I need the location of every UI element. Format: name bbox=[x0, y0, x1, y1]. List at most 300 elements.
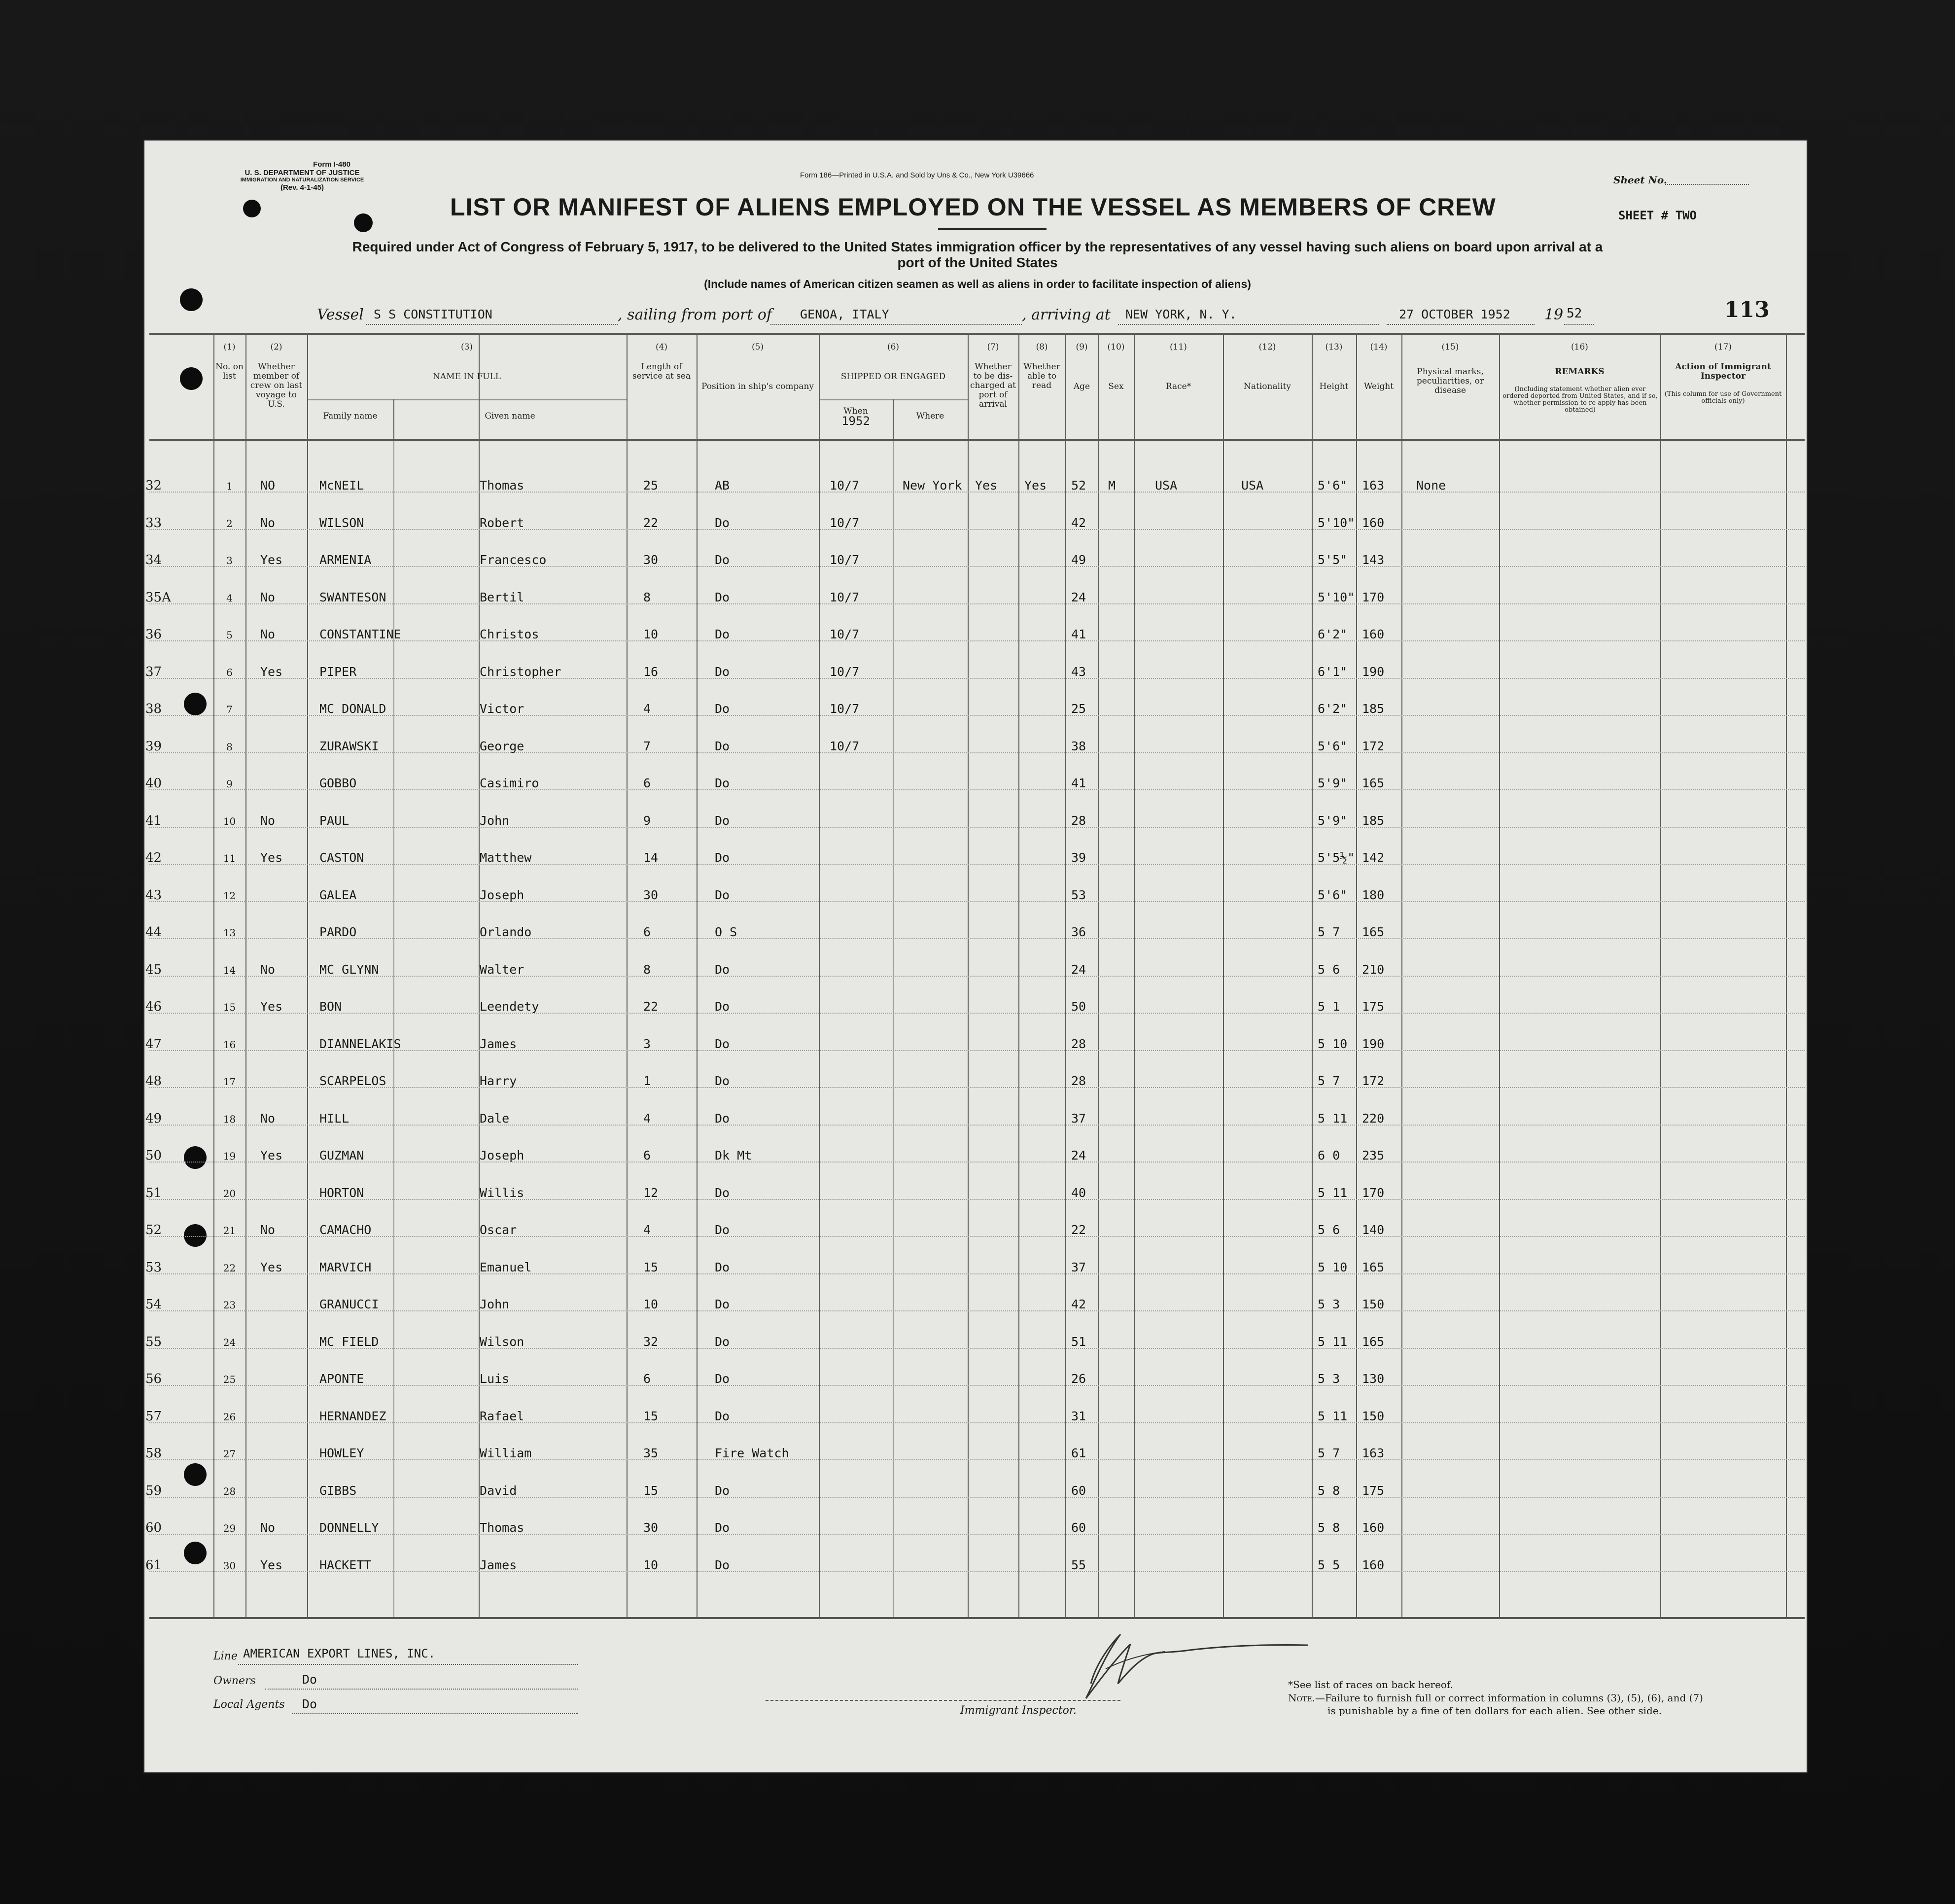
table-row bbox=[145, 739, 1805, 776]
manifest-line-number: 35A bbox=[145, 590, 171, 605]
age: 60 bbox=[1071, 1483, 1086, 1498]
height: 5'6" bbox=[1318, 478, 1348, 493]
service-length: 14 bbox=[643, 850, 659, 865]
family-name: HORTON bbox=[319, 1185, 364, 1200]
given-name: Casimiro bbox=[480, 776, 539, 790]
previous-voyage: No bbox=[260, 1520, 276, 1535]
previous-voyage: Yes bbox=[260, 1148, 283, 1163]
row-rule bbox=[149, 1012, 1805, 1014]
weight: 172 bbox=[1362, 1074, 1385, 1088]
shipped-when: 10/7 bbox=[830, 702, 860, 716]
height: 5 5 bbox=[1318, 1557, 1340, 1572]
given-name: Christos bbox=[480, 627, 539, 641]
service-length: 10 bbox=[643, 627, 659, 641]
family-name: MC FIELD bbox=[319, 1334, 379, 1349]
height: 5 8 bbox=[1318, 1483, 1340, 1498]
row-rule bbox=[149, 863, 1805, 865]
family-name: GIBBS bbox=[319, 1483, 357, 1498]
list-number: 27 bbox=[223, 1448, 236, 1460]
given-name: David bbox=[480, 1483, 517, 1498]
shipped-when: 10/7 bbox=[830, 478, 860, 493]
previous-voyage: No bbox=[260, 1111, 276, 1126]
list-number: 30 bbox=[223, 1559, 236, 1572]
shipped-when: 10/7 bbox=[830, 739, 860, 753]
age: 60 bbox=[1071, 1520, 1086, 1535]
service-length: 15 bbox=[643, 1483, 659, 1498]
height: 5 11 bbox=[1318, 1409, 1348, 1423]
sailing-label: , sailing from port of bbox=[618, 306, 772, 323]
weight: 175 bbox=[1362, 1483, 1385, 1498]
family-name: MC DONALD bbox=[319, 702, 386, 716]
weight: 190 bbox=[1362, 664, 1385, 679]
position: Do bbox=[715, 1111, 730, 1126]
age: 50 bbox=[1071, 999, 1086, 1014]
age: 61 bbox=[1071, 1446, 1086, 1460]
given-name: James bbox=[480, 1557, 517, 1572]
family-name: HILL bbox=[319, 1111, 349, 1126]
table-row bbox=[145, 702, 1805, 739]
previous-voyage: Yes bbox=[260, 1260, 283, 1274]
vessel-underline bbox=[366, 324, 618, 325]
weight: 165 bbox=[1362, 776, 1385, 790]
weight: 165 bbox=[1362, 925, 1385, 939]
weight: 180 bbox=[1362, 887, 1385, 902]
column-header: Sex bbox=[1108, 382, 1124, 391]
family-name: DONNELLY bbox=[319, 1520, 379, 1535]
form-number: Form I-480 bbox=[313, 160, 350, 169]
age: 42 bbox=[1071, 515, 1086, 530]
given-name: Bertil bbox=[480, 590, 524, 604]
height: 5 7 bbox=[1318, 1446, 1340, 1460]
list-number: 3 bbox=[226, 555, 233, 566]
row-rule bbox=[149, 901, 1805, 902]
service-length: 1 bbox=[643, 1074, 651, 1088]
position: Do bbox=[715, 553, 730, 567]
weight: 170 bbox=[1362, 1185, 1385, 1200]
page-title: LIST OR MANIFEST OF ALIENS EMPLOYED ON THE VESSEL AS MEMBERS OF CREW bbox=[450, 193, 1496, 221]
line-label: Line bbox=[213, 1650, 238, 1662]
row-rule bbox=[149, 1571, 1805, 1572]
given-name: Emanuel bbox=[480, 1260, 532, 1274]
manifest-line-number: 36 bbox=[145, 627, 162, 642]
position: Do bbox=[715, 1036, 730, 1051]
service-length: 8 bbox=[643, 962, 651, 977]
column-header: Whether to be dis-charged at port of arrival bbox=[970, 362, 1016, 409]
height: 5'6" bbox=[1318, 887, 1348, 902]
table-row bbox=[145, 1557, 1805, 1595]
sailing-port: GENOA, ITALY bbox=[800, 307, 889, 321]
weight: 190 bbox=[1362, 1036, 1385, 1051]
age: 36 bbox=[1071, 925, 1086, 939]
service-length: 30 bbox=[643, 553, 659, 567]
given-name-header: Given name bbox=[485, 411, 535, 421]
family-name: PAUL bbox=[319, 813, 349, 828]
table-row bbox=[145, 1036, 1805, 1074]
family-name-header: Family name bbox=[323, 411, 378, 421]
inspector-line bbox=[766, 1700, 1120, 1701]
table-row bbox=[145, 1409, 1805, 1446]
column-number: (13) bbox=[1325, 342, 1343, 352]
shipped-when: 10/7 bbox=[830, 664, 860, 679]
row-rule bbox=[149, 1161, 1805, 1163]
service-length: 10 bbox=[643, 1297, 659, 1311]
family-name: HOWLEY bbox=[319, 1446, 364, 1460]
service-length: 15 bbox=[643, 1260, 659, 1274]
weight: 170 bbox=[1362, 590, 1385, 604]
manifest-line-number: 41 bbox=[145, 813, 162, 828]
position: Fire Watch bbox=[715, 1446, 789, 1460]
family-name: ZURAWSKI bbox=[319, 739, 379, 753]
service-length: 9 bbox=[643, 813, 651, 828]
given-name: Thomas bbox=[480, 478, 524, 493]
position: Do bbox=[715, 702, 730, 716]
age: 51 bbox=[1071, 1334, 1086, 1349]
weight: 163 bbox=[1362, 478, 1385, 493]
previous-voyage: No bbox=[260, 627, 276, 641]
position: Do bbox=[715, 887, 730, 902]
family-name: PIPER bbox=[319, 664, 357, 679]
when-year: 1952 bbox=[841, 414, 870, 428]
column-number: (9) bbox=[1076, 342, 1088, 352]
service-length: 15 bbox=[643, 1409, 659, 1423]
position: Do bbox=[715, 1557, 730, 1572]
punch-hole bbox=[243, 200, 261, 217]
height: 5 10 bbox=[1318, 1036, 1348, 1051]
family-name: McNEIL bbox=[319, 478, 364, 493]
column-number: (10) bbox=[1107, 342, 1125, 352]
service-length: 4 bbox=[643, 1223, 651, 1237]
family-name: SWANTESON bbox=[319, 590, 386, 604]
weight: 220 bbox=[1362, 1111, 1385, 1126]
weight: 160 bbox=[1362, 515, 1385, 530]
position: Do bbox=[715, 1223, 730, 1237]
agents-underline bbox=[292, 1713, 578, 1714]
table-bottom-rule bbox=[149, 1617, 1805, 1619]
age: 49 bbox=[1071, 553, 1086, 567]
family-name: WILSON bbox=[319, 515, 364, 530]
column-header: Action of Immigrant Inspector bbox=[1675, 362, 1771, 381]
given-name: John bbox=[480, 1297, 510, 1311]
arriving-underline bbox=[1118, 324, 1379, 325]
shipped-when: 10/7 bbox=[830, 515, 860, 530]
arriving-port: NEW YORK, N. Y. bbox=[1125, 307, 1237, 321]
service-length: 6 bbox=[643, 925, 651, 939]
position: O S bbox=[715, 925, 737, 939]
family-name: APONTE bbox=[319, 1372, 364, 1386]
column-number: (8) bbox=[1036, 342, 1048, 352]
punch-hole bbox=[354, 213, 373, 232]
height: 5 11 bbox=[1318, 1185, 1348, 1200]
height: 5 6 bbox=[1318, 962, 1340, 977]
position: Do bbox=[715, 1334, 730, 1349]
height: 5 3 bbox=[1318, 1372, 1340, 1386]
position: Do bbox=[715, 999, 730, 1014]
owners-label: Owners bbox=[213, 1675, 256, 1687]
service-length: 22 bbox=[643, 515, 659, 530]
given-name: Joseph bbox=[480, 887, 524, 902]
header-bottom-rule bbox=[149, 439, 1805, 441]
manifest-line-number: 39 bbox=[145, 739, 162, 754]
column-header: Physical marks, peculiarities, or disease bbox=[1416, 367, 1484, 395]
family-name: MARVICH bbox=[319, 1260, 372, 1274]
column-number: (14) bbox=[1370, 342, 1388, 352]
position: Do bbox=[715, 1260, 730, 1274]
row-rule bbox=[149, 1199, 1805, 1200]
column-number: (6) bbox=[887, 342, 900, 352]
list-number: 17 bbox=[223, 1076, 236, 1088]
family-name: SCARPELOS bbox=[319, 1074, 386, 1088]
table-row bbox=[145, 1334, 1805, 1372]
list-number: 18 bbox=[223, 1113, 236, 1125]
column-number: (17) bbox=[1714, 342, 1732, 352]
service-length: 4 bbox=[643, 702, 651, 716]
weight: 165 bbox=[1362, 1260, 1385, 1274]
action-note: (This column for use of Government officials only) bbox=[1664, 390, 1782, 405]
position: Do bbox=[715, 515, 730, 530]
position: AB bbox=[715, 478, 730, 493]
weight: 150 bbox=[1362, 1297, 1385, 1311]
previous-voyage: NO bbox=[260, 478, 276, 493]
manifest-line-number: 52 bbox=[145, 1223, 162, 1237]
line-value: AMERICAN EXPORT LINES, INC. bbox=[243, 1647, 436, 1660]
form-id-block bbox=[213, 160, 391, 192]
name-subheader-rule bbox=[307, 399, 627, 400]
row-rule bbox=[149, 1087, 1805, 1088]
given-name: John bbox=[480, 813, 510, 828]
service-length: 8 bbox=[643, 590, 651, 604]
age: 24 bbox=[1071, 590, 1086, 604]
service-length: 4 bbox=[643, 1111, 651, 1126]
manifest-line-number: 56 bbox=[145, 1372, 162, 1386]
service-length: 3 bbox=[643, 1036, 651, 1051]
row-rule bbox=[149, 677, 1805, 679]
age: 37 bbox=[1071, 1260, 1086, 1274]
row-rule bbox=[149, 1310, 1805, 1311]
column-header: Position in ship's company bbox=[701, 382, 814, 391]
row-rule bbox=[149, 1422, 1805, 1423]
table-row bbox=[145, 590, 1805, 628]
row-rule bbox=[149, 975, 1805, 977]
table-row bbox=[145, 1446, 1805, 1483]
weight: 185 bbox=[1362, 813, 1385, 828]
weight: 185 bbox=[1362, 702, 1385, 716]
family-name: CASTON bbox=[319, 850, 364, 865]
list-number: 9 bbox=[226, 778, 233, 790]
table-row bbox=[145, 1520, 1805, 1558]
age: 40 bbox=[1071, 1185, 1086, 1200]
given-name: Orlando bbox=[480, 925, 532, 939]
manifest-line-number: 55 bbox=[145, 1334, 162, 1349]
previous-voyage: Yes bbox=[260, 850, 283, 865]
position: Do bbox=[715, 1372, 730, 1386]
service-length: 32 bbox=[643, 1334, 659, 1349]
row-rule bbox=[149, 1384, 1805, 1386]
previous-voyage: No bbox=[260, 515, 276, 530]
manifest-line-number: 61 bbox=[145, 1557, 162, 1573]
service-length: 12 bbox=[643, 1185, 659, 1200]
service-length: 22 bbox=[643, 999, 659, 1014]
position: Do bbox=[715, 962, 730, 977]
weight: 165 bbox=[1362, 1334, 1385, 1349]
age: 26 bbox=[1071, 1372, 1086, 1386]
manifest-line-number: 34 bbox=[145, 553, 162, 567]
weight: 140 bbox=[1362, 1223, 1385, 1237]
family-name: GOBBO bbox=[319, 776, 357, 790]
list-number: 13 bbox=[223, 927, 236, 939]
table-row bbox=[145, 664, 1805, 702]
table-row bbox=[145, 1260, 1805, 1298]
height: 6'2" bbox=[1318, 702, 1348, 716]
position: Do bbox=[715, 627, 730, 641]
can-read: Yes bbox=[1024, 478, 1047, 493]
manifest-line-number: 48 bbox=[145, 1074, 162, 1089]
column-number: (1) bbox=[223, 342, 236, 352]
family-name: HACKETT bbox=[319, 1557, 372, 1572]
previous-voyage: No bbox=[260, 813, 276, 828]
row-rule bbox=[149, 1533, 1805, 1535]
table-row bbox=[145, 1297, 1805, 1335]
weight: 163 bbox=[1362, 1446, 1385, 1460]
column-header: Age bbox=[1073, 382, 1090, 391]
given-name: Oscar bbox=[480, 1223, 517, 1237]
given-name: Willis bbox=[480, 1185, 524, 1200]
year-underline bbox=[1564, 324, 1594, 325]
weight: 160 bbox=[1362, 627, 1385, 641]
manifest-line-number: 47 bbox=[145, 1036, 162, 1052]
sheet-no-line bbox=[1665, 184, 1749, 185]
shipped-when: 10/7 bbox=[830, 590, 860, 604]
date-underline bbox=[1387, 324, 1535, 325]
manifest-line-number: 32 bbox=[145, 478, 162, 493]
age: 28 bbox=[1071, 1074, 1086, 1088]
row-rule bbox=[149, 826, 1805, 828]
family-name: MC GLYNN bbox=[319, 962, 379, 977]
owners-value: Do bbox=[302, 1672, 317, 1687]
row-rule bbox=[149, 603, 1805, 604]
title-underline bbox=[938, 228, 1047, 230]
table-row bbox=[145, 776, 1805, 813]
weight: 175 bbox=[1362, 999, 1385, 1014]
weight: 143 bbox=[1362, 553, 1385, 567]
given-name: William bbox=[480, 1446, 532, 1460]
subtitle-line-2: port of the United States bbox=[897, 255, 1058, 270]
height: 5 6 bbox=[1318, 1223, 1340, 1237]
age: 42 bbox=[1071, 1297, 1086, 1311]
table-row bbox=[145, 999, 1805, 1037]
manifest-line-number: 53 bbox=[145, 1260, 162, 1275]
column-header: Whether member of crew on last voyage to U.S. bbox=[250, 362, 303, 409]
nationality: USA bbox=[1241, 478, 1264, 493]
manifest-line-number: 50 bbox=[145, 1148, 162, 1163]
service-length: 6 bbox=[643, 776, 651, 790]
sheet-typed: SHEET # TWO bbox=[1618, 209, 1697, 222]
position: Do bbox=[715, 1074, 730, 1088]
given-name: Matthew bbox=[480, 850, 532, 865]
manifest-line-number: 54 bbox=[145, 1297, 162, 1312]
age: 55 bbox=[1071, 1557, 1086, 1572]
height: 5 11 bbox=[1318, 1334, 1348, 1349]
service-length: 30 bbox=[643, 1520, 659, 1535]
race: USA bbox=[1155, 478, 1178, 493]
footnote-penalty bbox=[1288, 1692, 1703, 1704]
age: 25 bbox=[1071, 702, 1086, 716]
weight: 150 bbox=[1362, 1409, 1385, 1423]
list-number: 6 bbox=[226, 666, 233, 678]
position: Do bbox=[715, 1297, 730, 1311]
table-row bbox=[145, 813, 1805, 851]
given-name: James bbox=[480, 1036, 517, 1051]
table-row bbox=[145, 515, 1805, 553]
manifest-line-number: 43 bbox=[145, 887, 162, 903]
weight: 142 bbox=[1362, 850, 1385, 865]
list-number: 7 bbox=[226, 704, 233, 715]
list-number: 21 bbox=[223, 1225, 236, 1236]
height: 5 8 bbox=[1318, 1520, 1340, 1535]
footnote-races: *See list of races on back hereof. bbox=[1288, 1679, 1454, 1691]
manifest-line-number: 37 bbox=[145, 664, 162, 679]
age: 41 bbox=[1071, 627, 1086, 641]
age: 28 bbox=[1071, 813, 1086, 828]
given-name: Harry bbox=[480, 1074, 517, 1088]
previous-voyage: No bbox=[260, 962, 276, 977]
age: 28 bbox=[1071, 1036, 1086, 1051]
position: Dk Mt bbox=[715, 1148, 752, 1163]
height: 5'6" bbox=[1318, 739, 1348, 753]
height: 5 7 bbox=[1318, 925, 1340, 939]
table-row bbox=[145, 1483, 1805, 1521]
weight: 235 bbox=[1362, 1148, 1385, 1163]
weight: 130 bbox=[1362, 1372, 1385, 1386]
table-row bbox=[145, 1185, 1805, 1223]
table-row bbox=[145, 1223, 1805, 1260]
given-name: Francesco bbox=[480, 553, 547, 567]
given-name: Christopher bbox=[480, 664, 561, 679]
age: 38 bbox=[1071, 739, 1086, 753]
column-header: NAME IN FULL bbox=[432, 372, 501, 382]
position: Do bbox=[715, 739, 730, 753]
shipped-where: New York bbox=[903, 478, 962, 493]
service-length: 10 bbox=[643, 1557, 659, 1572]
list-number: 22 bbox=[223, 1262, 236, 1274]
age: 31 bbox=[1071, 1409, 1086, 1423]
service-length: 16 bbox=[643, 664, 659, 679]
list-number: 10 bbox=[223, 815, 236, 827]
row-rule bbox=[149, 1235, 1805, 1237]
list-number: 23 bbox=[223, 1299, 236, 1311]
given-name: Thomas bbox=[480, 1520, 524, 1535]
column-header: No. on list bbox=[215, 362, 244, 381]
family-name: CAMACHO bbox=[319, 1223, 372, 1237]
position: Do bbox=[715, 1520, 730, 1535]
column-header: Weight bbox=[1363, 382, 1394, 391]
list-number: 11 bbox=[223, 852, 236, 864]
column-number: (11) bbox=[1170, 342, 1187, 352]
column-header: SHIPPED OR ENGAGED bbox=[840, 372, 946, 382]
age: 22 bbox=[1071, 1223, 1086, 1237]
given-name: Dale bbox=[480, 1111, 510, 1126]
given-name: Walter bbox=[480, 962, 524, 977]
punch-hole bbox=[180, 288, 203, 311]
height: 5 10 bbox=[1318, 1260, 1348, 1274]
list-number: 12 bbox=[223, 889, 236, 902]
port-underline bbox=[770, 324, 1022, 325]
row-rule bbox=[149, 1347, 1805, 1349]
position: Do bbox=[715, 1483, 730, 1498]
family-name: CONSTANTINE bbox=[319, 627, 401, 641]
agents-label: Local Agents bbox=[213, 1698, 285, 1711]
manifest-line-number: 45 bbox=[145, 962, 162, 977]
family-name: GRANUCCI bbox=[319, 1297, 379, 1311]
